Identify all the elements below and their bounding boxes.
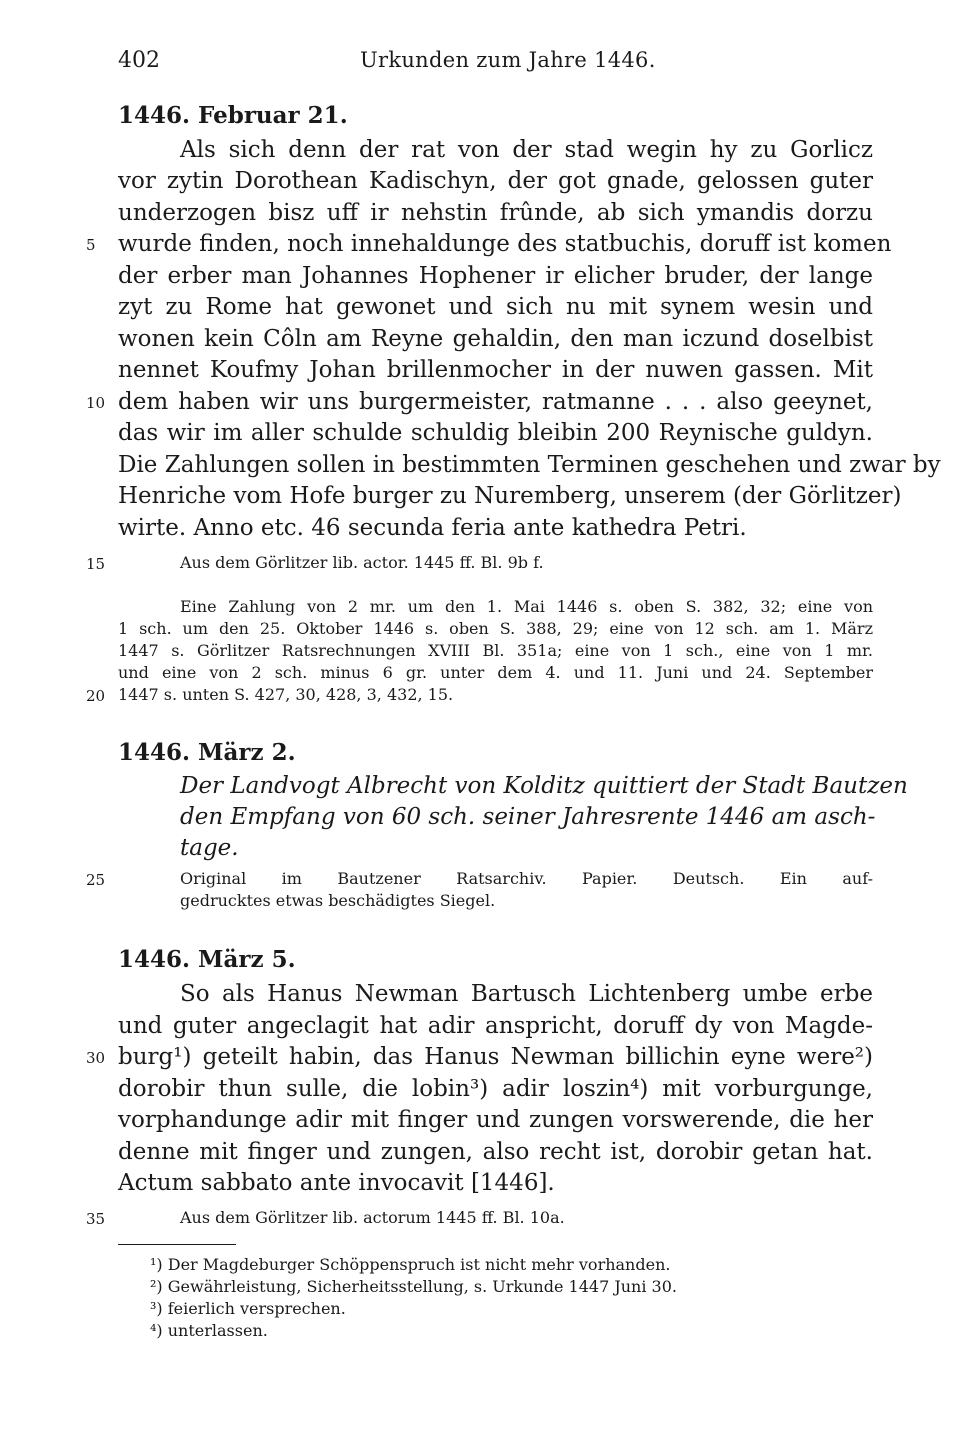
page-number: 402 xyxy=(118,48,160,73)
doc3-line: denne mit finger und zungen, also recht ist, dorobir getan hat. xyxy=(118,1139,873,1165)
doc1-note-line: 1447 s. Görlitzer Ratsrechnungen XVIII Bl. 351a; eine von 1 sch., eine von 1 mr. xyxy=(118,641,873,660)
running-title: Urkunden zum Jahre 1446. xyxy=(360,48,656,72)
doc3-source: Aus dem Görlitzer lib. actorum 1445 ff. Bl. 10a. xyxy=(180,1208,565,1227)
doc3-line: So als Hanus Newman Bartusch Lichtenberg umbe erbe xyxy=(180,981,873,1007)
doc1-line: wirte. Anno etc. 46 secunda feria ante kathedra Petri. xyxy=(118,515,747,541)
footnote-rule xyxy=(118,1244,236,1245)
doc3-line: und guter angeclagit hat adir anspricht, doruff dy von Magde- xyxy=(118,1013,873,1039)
margin-line-number: 20 xyxy=(86,687,106,705)
margin-line-number: 35 xyxy=(86,1210,106,1228)
doc3-line: dorobir thun sulle, die lobin³) adir loszin⁴) mit vorburgunge, xyxy=(118,1076,873,1102)
doc2-regest-line: den Empfang von 60 sch. seiner Jahresrente 1446 am asch- xyxy=(180,804,876,830)
doc1-line: wurde finden, noch innehaldunge des statbuchis, doruff ist komen xyxy=(118,231,892,257)
doc2-source-line: gedrucktes etwas beschädigtes Siegel. xyxy=(180,891,496,910)
doc1-note-line: Eine Zahlung von 2 mr. um den 1. Mai 1446 s. oben S. 382, 32; eine von xyxy=(180,597,873,616)
footnote: ³) feierlich versprechen. xyxy=(150,1299,346,1318)
doc3-heading: 1446. März 5. xyxy=(118,946,296,973)
doc1-line: zyt zu Rome hat gewonet und sich nu mit synem wesin und xyxy=(118,294,873,320)
margin-line-number: 30 xyxy=(86,1049,106,1067)
doc2-regest-line: Der Landvogt Albrecht von Kolditz quittiert der Stadt Bautzen xyxy=(180,773,908,799)
doc1-source: Aus dem Görlitzer lib. actor. 1445 ff. Bl. 9b f. xyxy=(180,553,544,572)
doc2-regest-line: tage. xyxy=(180,835,239,861)
doc1-line: nennet Koufmy Johan brillenmocher in der nuwen gassen. Mit xyxy=(118,357,873,383)
doc1-line: Die Zahlungen sollen in bestimmten Terminen geschehen und zwar by xyxy=(118,452,941,478)
doc1-note-line: und eine von 2 sch. minus 6 gr. unter dem 4. und 11. Juni und 24. September xyxy=(118,663,873,682)
doc1-line: Henriche vom Hofe burger zu Nuremberg, unserem (der Görlitzer) xyxy=(118,483,902,509)
doc1-note-line: 1447 s. unten S. 427, 30, 428, 3, 432, 15. xyxy=(118,685,454,704)
doc1-heading: 1446. Februar 21. xyxy=(118,102,348,129)
footnote: ⁴) unterlassen. xyxy=(150,1321,268,1340)
doc1-note-line: 1 sch. um den 25. Oktober 1446 s. oben S. 388, 29; eine von 12 sch. am 1. März xyxy=(118,619,873,638)
doc1-line: vor zytin Dorothean Kadischyn, der got gnade, gelossen guter xyxy=(118,168,873,194)
doc3-line: burg¹) geteilt habin, das Hanus Newman billichin eyne were²) xyxy=(118,1044,873,1070)
margin-line-number: 10 xyxy=(86,394,106,412)
doc3-line: vorphandunge adir mit finger und zungen vorswerende, die her xyxy=(118,1107,873,1133)
doc1-line: underzogen bisz uff ir nehstin frûnde, ab sich ymandis dorzu xyxy=(118,200,873,226)
footnote: ²) Gewährleistung, Sicherheitsstellung, s. Urkunde 1447 Juni 30. xyxy=(150,1277,677,1296)
doc1-line: Als sich denn der rat von der stad wegin hy zu Gorlicz xyxy=(180,137,873,163)
doc1-line: der erber man Johannes Hophener ir elicher bruder, der lange xyxy=(118,263,873,289)
margin-line-number: 15 xyxy=(86,555,106,573)
margin-line-number: 5 xyxy=(86,236,96,254)
doc1-line: das wir im aller schulde schuldig bleibin 200 Reynische guldyn. xyxy=(118,420,873,446)
doc2-heading: 1446. März 2. xyxy=(118,739,296,766)
doc1-line: wonen kein Côln am Reyne gehaldin, den man iczund doselbist xyxy=(118,326,873,352)
footnote: ¹) Der Magdeburger Schöppenspruch ist nicht mehr vorhanden. xyxy=(150,1255,671,1274)
doc2-source-line: Original im Bautzener Ratsarchiv. Papier. Deutsch. Ein auf- xyxy=(180,869,873,888)
doc3-line: Actum sabbato ante invocavit [1446]. xyxy=(118,1170,555,1196)
margin-line-number: 25 xyxy=(86,871,106,889)
doc1-line: dem haben wir uns burgermeister, ratmanne . . . also geeynet, xyxy=(118,389,873,415)
